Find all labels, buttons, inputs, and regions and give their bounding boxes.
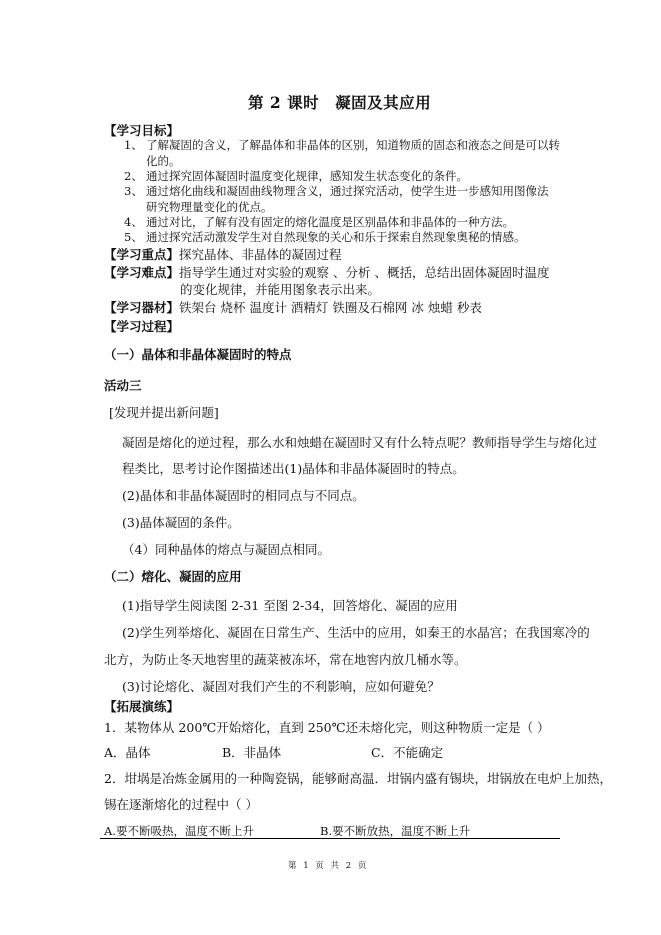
page-title: 第 2 课时 凝固及其应用 [248, 93, 432, 112]
section2-para-2: (2)学生列举熔化、凝固在日常生产、生活中的应用，如秦王的水晶宫；在我国寒冷的 [122, 625, 590, 640]
page-footer: 第 1 页 共 2 页 [288, 861, 369, 871]
goal-item-5: 5、 通过探究活动激发学生对自然现象的关心和乐于探索自然现象奥秘的情感。 [124, 230, 526, 244]
difficulty-cont: 的变化规律，并能用图象表示出来。 [180, 282, 381, 297]
activity-title: 活动三 [104, 378, 142, 393]
q1-option-a: A．晶体 [104, 745, 151, 760]
para-3: (3)晶体凝固的条件。 [122, 515, 240, 530]
key-point: 【学习重点】探究晶体、非晶体的凝固过程 [104, 247, 342, 262]
section2-para-3: (3)讨论熔化、凝固对我们产生的不利影响，应如何避免？ [122, 679, 440, 694]
goal-item-3-cont: 研究物理量变化的优点。 [146, 200, 273, 214]
question-1: 1．某物体从 200℃开始熔化，直到 250℃还未熔化完，则这种物质一定是（ ） [104, 720, 550, 735]
q1-option-c: C．不能确定 [371, 745, 444, 760]
question-2: 2．坩埚是冶炼金属用的一种陶瓷锅，能够耐高温．坩锅内盛有锡块，坩锅放在电炉上加热， [104, 771, 612, 786]
para-1-cont: 程类比，思考讨论作图描述出(1)晶体和非晶体凝固时的特点。 [122, 461, 465, 476]
para-4: （4）同种晶体的熔点与凝固点相同。 [122, 542, 330, 557]
difficulty: 【学习难点】指导学生通过对实验的观察 、分析 、概括，总结出固体凝固时温度 [104, 265, 550, 280]
goal-item-2: 2、 通过探究固体凝固时温度变化规律，感知发生状态变化的条件。 [124, 169, 468, 183]
section1-title: （一）晶体和非晶体凝固时的特点 [104, 347, 292, 362]
section2-title: （二）熔化、凝固的应用 [104, 569, 242, 584]
para-2: (2)晶体和非晶体凝固时的相同点与不同点。 [122, 488, 365, 503]
goals-header: 【学习目标】 [104, 123, 180, 138]
goal-item-1-cont: 化的。 [146, 154, 181, 168]
practice-header: 【拓展演练】 [104, 699, 180, 714]
q1-option-b: B．非晶体 [222, 745, 282, 760]
q2-option-b: B.要不断放热，温度不断上升 [320, 824, 471, 838]
process-header: 【学习过程】 [104, 319, 180, 334]
question-2-cont: 锡在逐渐熔化的过程中（ ） [104, 797, 258, 812]
discover-label: [发现并提出新问题] [109, 405, 219, 420]
para-1: 凝固是熔化的逆过程，那么水和烛蜡在凝固时又有什么特点呢？教师指导学生与熔化过 [122, 435, 598, 450]
equipment: 【学习器材】铁架台 烧杯 温度计 酒精灯 铁圈及石棉网 冰 烛蜡 秒表 [104, 300, 482, 315]
bottom-rule [100, 838, 560, 839]
goal-item-4: 4、 通过对比，了解有没有固定的熔化温度是区别晶体和非晶体的一种方法。 [124, 215, 514, 229]
q2-option-a: A.要不断吸热，温度不断上升 [104, 824, 254, 838]
goal-item-3: 3、 通过熔化曲线和凝固曲线物理含义，通过探究活动，使学生进一步感知用图像法 [124, 184, 549, 198]
section2-para-2-cont: 北方，为防止冬天地窖里的蔬菜被冻坏，常在地窖内放几桶水等。 [104, 652, 467, 667]
section2-para-1: (1)指导学生阅读图 2-31 至图 2-34，回答熔化、凝固的应用 [122, 598, 458, 613]
goal-item-1: 1、 了解凝固的含义，了解晶体和非晶体的区别，知道物质的固态和液态之间是可以转 [124, 138, 560, 152]
